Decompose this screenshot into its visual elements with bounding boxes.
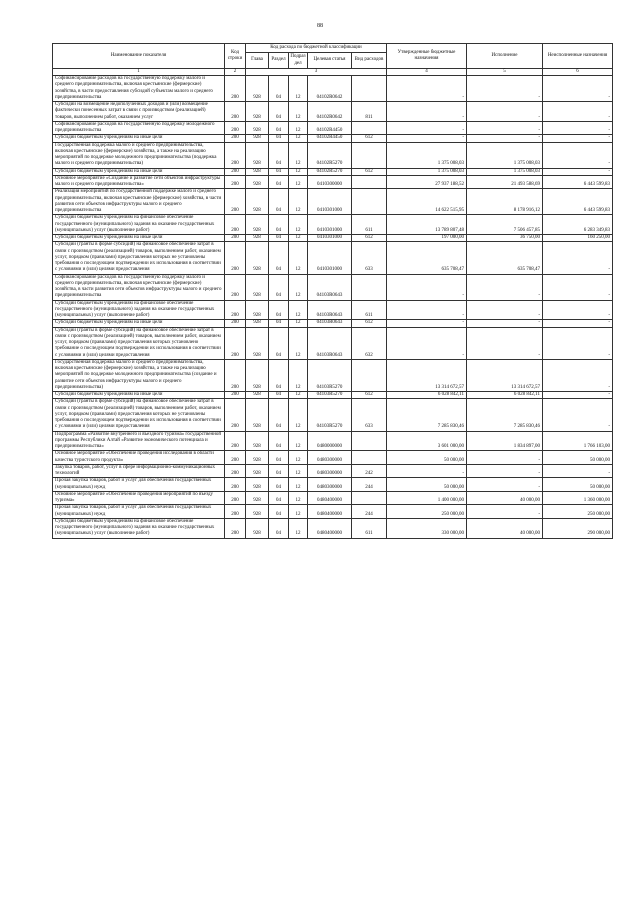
- row-name-cell: Субсидии бюджетным учреждениям на финансовое обеспечение государственного (муниципального) задания на оказание государственных (муниципальных) услуг (выполнение работ): [53, 300, 225, 320]
- row-executed-cell: 40 000,00: [467, 491, 543, 505]
- row-unexecuted-cell: -: [543, 464, 613, 478]
- header-line-code: Код строки: [225, 44, 246, 69]
- row-chapter-cell: 928: [246, 359, 269, 391]
- row-executed-cell: -: [467, 478, 543, 492]
- row-approved-cell: 13 314 672,57: [387, 359, 467, 391]
- row-line-code-cell: 200: [225, 175, 246, 189]
- row-expense-type-cell: [352, 76, 387, 102]
- row-chapter-cell: 928: [246, 142, 269, 168]
- row-executed-cell: 21 493 588,69: [467, 175, 543, 189]
- row-target-item-cell: 0480300000: [308, 478, 352, 492]
- header-budget-classification: Код расхода по бюджетной классификации: [246, 44, 387, 53]
- row-name-cell: Закупка товаров, работ, услуг в сфере информационно-коммуникационных технологий: [53, 464, 225, 478]
- row-subsection-cell: 12: [289, 300, 308, 320]
- row-subsection-cell: 12: [289, 135, 308, 142]
- row-executed-cell: -: [467, 102, 543, 122]
- row-expense-type-cell: 611: [352, 300, 387, 320]
- row-target-item-cell: 0410300000: [308, 175, 352, 189]
- table-row: [53, 189, 613, 215]
- table-row: [53, 491, 613, 505]
- table-row: [53, 451, 613, 465]
- row-expense-type-cell: 811: [352, 102, 387, 122]
- row-chapter-cell: 928: [246, 189, 269, 215]
- row-executed-cell: 1 375 008,03: [467, 142, 543, 168]
- row-target-item-cell: 0480300000: [308, 464, 352, 478]
- row-approved-cell: 13 789 807,48: [387, 215, 467, 235]
- row-section-cell: 04: [269, 189, 289, 215]
- row-line-code-cell: 200: [225, 399, 246, 431]
- row-subsection-cell: 12: [289, 175, 308, 189]
- column-number: 5: [467, 68, 543, 75]
- row-line-code-cell: 200: [225, 135, 246, 142]
- row-subsection-cell: 12: [289, 451, 308, 465]
- header-target-item: Целевая статья: [308, 53, 352, 69]
- row-name-cell: Софинансирование расходов на государственную поддержку малого и среднего предпринимательства, включая крестьянские (фермерские) хозяйства, в части развития сети объектов инфраструктуры малого и среднего предпринимательства: [53, 274, 225, 300]
- row-subsection-cell: 12: [289, 518, 308, 538]
- row-expense-type-cell: [352, 491, 387, 505]
- row-chapter-cell: 928: [246, 121, 269, 135]
- row-approved-cell: -: [387, 135, 467, 142]
- column-number: 3: [246, 68, 387, 75]
- table-row: [53, 76, 613, 102]
- table-row: [53, 121, 613, 135]
- row-section-cell: 04: [269, 121, 289, 135]
- table-row: [53, 431, 613, 451]
- header-chapter: Глава: [246, 53, 269, 69]
- row-subsection-cell: 12: [289, 392, 308, 399]
- row-executed-cell: 635 708,47: [467, 242, 543, 274]
- row-executed-cell: 8 178 916,12: [467, 189, 543, 215]
- row-chapter-cell: 928: [246, 168, 269, 175]
- table-row: [53, 102, 613, 122]
- row-executed-cell: -: [467, 320, 543, 327]
- row-executed-cell: -: [467, 274, 543, 300]
- row-name-cell: Субсидии бюджетным учреждениям на иные цели: [53, 235, 225, 242]
- row-section-cell: 04: [269, 359, 289, 391]
- row-unexecuted-cell: 290 000,00: [543, 518, 613, 538]
- table-row: [53, 392, 613, 399]
- row-subsection-cell: 12: [289, 121, 308, 135]
- row-approved-cell: -: [387, 76, 467, 102]
- column-number: 2: [225, 68, 246, 75]
- row-section-cell: 04: [269, 76, 289, 102]
- row-unexecuted-cell: -: [543, 327, 613, 359]
- row-approved-cell: -: [387, 121, 467, 135]
- row-section-cell: 04: [269, 175, 289, 189]
- row-target-item-cell: 0480300000: [308, 451, 352, 465]
- row-expense-type-cell: [352, 142, 387, 168]
- row-target-item-cell: 0480400000: [308, 518, 352, 538]
- row-name-cell: Софинансирование расходов на государственную поддержку малого и среднего предпринимательства, включая крестьянские (фермерские) хозяйства, в части предоставления субсидий субъектам малого и среднего предпринимательства: [53, 76, 225, 102]
- row-target-item-cell: 0410301000: [308, 242, 352, 274]
- row-section-cell: 04: [269, 274, 289, 300]
- row-expense-type-cell: 612: [352, 235, 387, 242]
- row-unexecuted-cell: 160 250,00: [543, 235, 613, 242]
- row-name-cell: Субсидии бюджетным учреждениям на иные цели: [53, 135, 225, 142]
- row-section-cell: 04: [269, 491, 289, 505]
- row-line-code-cell: 200: [225, 392, 246, 399]
- row-expense-type-cell: [352, 274, 387, 300]
- row-executed-cell: -: [467, 300, 543, 320]
- table-row: [53, 242, 613, 274]
- row-line-code-cell: 200: [225, 320, 246, 327]
- row-name-cell: Государственная поддержка малого и среднего предпринимательства, включая крестьянские (фермерские) хозяйства, а также на реализацию мероприятий по поддержке молодежного предпринимательства (создание и развитие сети объектов инфраструктуры малого и среднего предпринимательства): [53, 359, 225, 391]
- row-target-item-cell: 04103R5270: [308, 392, 352, 399]
- row-executed-cell: 7 285 830,46: [467, 399, 543, 431]
- header-name: Наименование показателя: [53, 44, 225, 69]
- row-approved-cell: 14 622 515,95: [387, 189, 467, 215]
- row-expense-type-cell: [352, 121, 387, 135]
- column-number: 1: [53, 68, 225, 75]
- row-section-cell: 04: [269, 431, 289, 451]
- row-approved-cell: 50 000,00: [387, 478, 467, 492]
- row-target-item-cell: 04102R4450: [308, 121, 352, 135]
- row-name-cell: Субсидии (гранты в форме субсидий) на финансовое обеспечение затрат в связи с производством (реализацией) товаров, выполнением работ, оказанием услуг, порядком (правилами) предоставления которых не установлены требования о последующем подтверждении их использования в соответствии с условиями и (или) целями предоставления: [53, 242, 225, 274]
- row-subsection-cell: 12: [289, 142, 308, 168]
- row-unexecuted-cell: -: [543, 300, 613, 320]
- header-executed: Исполнение: [467, 44, 543, 69]
- row-target-item-cell: 04103R5270: [308, 359, 352, 391]
- row-line-code-cell: 200: [225, 215, 246, 235]
- row-section-cell: 04: [269, 102, 289, 122]
- row-subsection-cell: 12: [289, 189, 308, 215]
- table-row: [53, 142, 613, 168]
- row-approved-cell: -: [387, 320, 467, 327]
- row-line-code-cell: 200: [225, 242, 246, 274]
- row-approved-cell: 330 000,00: [387, 518, 467, 538]
- table-row: [53, 175, 613, 189]
- row-name-cell: Прочая закупка товаров, работ и услуг для обеспечения государственных (муниципальных) нужд: [53, 505, 225, 519]
- row-target-item-cell: 0480400000: [308, 491, 352, 505]
- row-approved-cell: 50 000,00: [387, 451, 467, 465]
- row-chapter-cell: 928: [246, 327, 269, 359]
- budget-execution-table: [52, 43, 613, 539]
- row-section-cell: 04: [269, 320, 289, 327]
- row-line-code-cell: 200: [225, 491, 246, 505]
- row-line-code-cell: 200: [225, 431, 246, 451]
- row-subsection-cell: 12: [289, 464, 308, 478]
- row-name-cell: Софинансирование расходов на государственную поддержку молодежного предпринимательства: [53, 121, 225, 135]
- row-line-code-cell: 200: [225, 274, 246, 300]
- row-expense-type-cell: 632: [352, 327, 387, 359]
- row-name-cell: Субсидии бюджетным учреждениям на финансовое обеспечение государственного (муниципального) задания на оказание государственных (муниципальных) услуг (выполнение работ): [53, 518, 225, 538]
- row-line-code-cell: 200: [225, 121, 246, 135]
- row-subsection-cell: 12: [289, 242, 308, 274]
- row-target-item-cell: 0410301000: [308, 235, 352, 242]
- row-unexecuted-cell: 6 443 599,83: [543, 189, 613, 215]
- table-body: [53, 76, 613, 539]
- row-line-code-cell: 200: [225, 235, 246, 242]
- row-expense-type-cell: 633: [352, 242, 387, 274]
- row-subsection-cell: 12: [289, 327, 308, 359]
- table-row: [53, 168, 613, 175]
- row-section-cell: 04: [269, 478, 289, 492]
- row-unexecuted-cell: -: [543, 168, 613, 175]
- row-line-code-cell: 200: [225, 300, 246, 320]
- row-approved-cell: 7 285 830,46: [387, 399, 467, 431]
- row-approved-cell: 250 000,00: [387, 505, 467, 519]
- row-subsection-cell: 12: [289, 76, 308, 102]
- row-expense-type-cell: [352, 359, 387, 391]
- row-name-cell: Субсидии бюджетным учреждениям на иные цели: [53, 168, 225, 175]
- row-expense-type-cell: 612: [352, 320, 387, 327]
- row-chapter-cell: 928: [246, 175, 269, 189]
- row-target-item-cell: 04102R0642: [308, 102, 352, 122]
- table-row: [53, 359, 613, 391]
- row-chapter-cell: 928: [246, 451, 269, 465]
- row-subsection-cell: 12: [289, 102, 308, 122]
- row-section-cell: 04: [269, 142, 289, 168]
- row-line-code-cell: 200: [225, 505, 246, 519]
- row-expense-type-cell: 612: [352, 135, 387, 142]
- row-section-cell: 04: [269, 518, 289, 538]
- table-row: [53, 320, 613, 327]
- row-unexecuted-cell: -: [543, 142, 613, 168]
- table-row: [53, 215, 613, 235]
- row-line-code-cell: 200: [225, 189, 246, 215]
- row-subsection-cell: 12: [289, 399, 308, 431]
- header-section: Раздел: [269, 53, 289, 69]
- table-row: [53, 327, 613, 359]
- row-chapter-cell: 928: [246, 464, 269, 478]
- row-section-cell: 04: [269, 451, 289, 465]
- row-executed-cell: -: [467, 121, 543, 135]
- row-executed-cell: 7 506 457,85: [467, 215, 543, 235]
- row-subsection-cell: 12: [289, 215, 308, 235]
- row-approved-cell: -: [387, 464, 467, 478]
- row-name-cell: Субсидии бюджетным учреждениям на иные цели: [53, 320, 225, 327]
- row-unexecuted-cell: 1 766 103,00: [543, 431, 613, 451]
- row-line-code-cell: 200: [225, 451, 246, 465]
- row-section-cell: 04: [269, 235, 289, 242]
- row-chapter-cell: 928: [246, 300, 269, 320]
- row-expense-type-cell: [352, 451, 387, 465]
- row-unexecuted-cell: 6 283 349,83: [543, 215, 613, 235]
- row-line-code-cell: 200: [225, 327, 246, 359]
- row-expense-type-cell: 611: [352, 215, 387, 235]
- row-chapter-cell: 928: [246, 392, 269, 399]
- row-chapter-cell: 928: [246, 235, 269, 242]
- column-number: 6: [543, 68, 613, 75]
- row-line-code-cell: 200: [225, 142, 246, 168]
- row-approved-cell: 6 028 842,11: [387, 392, 467, 399]
- row-section-cell: 04: [269, 505, 289, 519]
- row-expense-type-cell: [352, 431, 387, 451]
- row-unexecuted-cell: 50 000,00: [543, 451, 613, 465]
- row-name-cell: Субсидии (гранты в форме субсидий) на финансовое обеспечение затрат в связи с производством (реализацией) товаров, выполнением работ, оказанием услуг, порядком (правилами) предоставления которых не установлены требования о последующем подтверждении их использования в соответствии с условиями и (или) целями предоставления: [53, 399, 225, 431]
- table-row: [53, 135, 613, 142]
- row-unexecuted-cell: -: [543, 392, 613, 399]
- row-subsection-cell: 12: [289, 274, 308, 300]
- row-approved-cell: 1 375 008,03: [387, 142, 467, 168]
- row-executed-cell: -: [467, 76, 543, 102]
- row-unexecuted-cell: -: [543, 121, 613, 135]
- header-subsection: Подраз дел: [289, 53, 308, 69]
- row-subsection-cell: 12: [289, 168, 308, 175]
- table-row: [53, 300, 613, 320]
- row-target-item-cell: 0410301000: [308, 189, 352, 215]
- row-executed-cell: -: [467, 135, 543, 142]
- row-chapter-cell: 928: [246, 399, 269, 431]
- row-unexecuted-cell: -: [543, 135, 613, 142]
- table-row: [53, 505, 613, 519]
- row-chapter-cell: 928: [246, 478, 269, 492]
- row-expense-type-cell: 611: [352, 518, 387, 538]
- row-approved-cell: -: [387, 102, 467, 122]
- row-unexecuted-cell: 6 443 599,83: [543, 175, 613, 189]
- row-target-item-cell: 04103R0643: [308, 320, 352, 327]
- row-executed-cell: 40 000,00: [467, 518, 543, 538]
- row-name-cell: Подпрограмма «Развитие внутреннего и въездного туризма» государственной программы Республики Алтай «Развитие экономического потенциала и предпринимательства»: [53, 431, 225, 451]
- row-chapter-cell: 928: [246, 491, 269, 505]
- row-target-item-cell: 04102R5270: [308, 142, 352, 168]
- column-number-row: [53, 68, 613, 75]
- row-subsection-cell: 12: [289, 478, 308, 492]
- row-subsection-cell: 12: [289, 491, 308, 505]
- table-header: [53, 44, 613, 76]
- table-row: [53, 518, 613, 538]
- row-chapter-cell: 928: [246, 135, 269, 142]
- row-expense-type-cell: 242: [352, 464, 387, 478]
- row-unexecuted-cell: -: [543, 102, 613, 122]
- row-target-item-cell: 04103R5270: [308, 399, 352, 431]
- row-chapter-cell: 928: [246, 102, 269, 122]
- row-target-item-cell: 04103R0643: [308, 300, 352, 320]
- row-executed-cell: 36 750,00: [467, 235, 543, 242]
- row-name-cell: Субсидии бюджетным учреждениям на иные цели: [53, 392, 225, 399]
- row-expense-type-cell: 612: [352, 392, 387, 399]
- row-subsection-cell: 12: [289, 235, 308, 242]
- row-name-cell: Основное мероприятие «Обеспечение проведения исследования в области качества туристского продукта»: [53, 451, 225, 465]
- row-expense-type-cell: 244: [352, 505, 387, 519]
- row-target-item-cell: 0480000000: [308, 431, 352, 451]
- table-row: [53, 235, 613, 242]
- row-approved-cell: -: [387, 300, 467, 320]
- row-name-cell: Прочая закупка товаров, работ и услуг для обеспечения государственных (муниципальных) нужд: [53, 478, 225, 492]
- row-line-code-cell: 200: [225, 359, 246, 391]
- header-expense-type: Вид расходов: [352, 53, 387, 69]
- row-executed-cell: 1 834 897,00: [467, 431, 543, 451]
- row-expense-type-cell: [352, 175, 387, 189]
- row-target-item-cell: 04103R0643: [308, 327, 352, 359]
- row-unexecuted-cell: -: [543, 320, 613, 327]
- row-target-item-cell: 0410301000: [308, 215, 352, 235]
- row-unexecuted-cell: 50 000,00: [543, 478, 613, 492]
- row-name-cell: Основное мероприятие «Создание и развитие сети объектов инфраструктуры малого и среднего предпринимательства»: [53, 175, 225, 189]
- row-target-item-cell: 04102R5270: [308, 168, 352, 175]
- header-approved: Утвержденные бюджетные назначения: [387, 44, 467, 69]
- row-approved-cell: 635 708,47: [387, 242, 467, 274]
- row-approved-cell: 3 601 000,00: [387, 431, 467, 451]
- row-section-cell: 04: [269, 300, 289, 320]
- row-chapter-cell: 928: [246, 76, 269, 102]
- row-chapter-cell: 928: [246, 505, 269, 519]
- row-line-code-cell: 200: [225, 478, 246, 492]
- row-section-cell: 04: [269, 135, 289, 142]
- row-subsection-cell: 12: [289, 359, 308, 391]
- row-executed-cell: 6 028 842,11: [467, 392, 543, 399]
- row-approved-cell: 1 400 000,00: [387, 491, 467, 505]
- row-name-cell: Субсидии на возмещение недополученных доходов и (или) возмещение фактически понесенных затрат в связи с производством (реализацией) товаров, выполнением работ, оказанием услуг: [53, 102, 225, 122]
- row-target-item-cell: 04102R0642: [308, 76, 352, 102]
- row-line-code-cell: 200: [225, 168, 246, 175]
- row-chapter-cell: 928: [246, 215, 269, 235]
- row-name-cell: Государственная поддержка малого и среднего предпринимательства, включая крестьянские (фермерские) хозяйства, а также на реализацию мероприятий по поддержке молодежного предпринимательства (поддержка малого и среднего предпринимательства): [53, 142, 225, 168]
- row-approved-cell: 1 375 008,03: [387, 168, 467, 175]
- row-chapter-cell: 928: [246, 320, 269, 327]
- row-name-cell: Субсидии бюджетным учреждениям на финансовое обеспечение государственного (муниципального) задания на оказание государственных (муниципальных) услуг (выполнение работ): [53, 215, 225, 235]
- row-section-cell: 04: [269, 215, 289, 235]
- row-subsection-cell: 12: [289, 431, 308, 451]
- column-number: 4: [387, 68, 467, 75]
- row-executed-cell: -: [467, 327, 543, 359]
- row-chapter-cell: 928: [246, 431, 269, 451]
- row-unexecuted-cell: 250 000,00: [543, 505, 613, 519]
- row-expense-type-cell: 612: [352, 168, 387, 175]
- row-executed-cell: -: [467, 451, 543, 465]
- row-line-code-cell: 200: [225, 76, 246, 102]
- table-row: [53, 274, 613, 300]
- row-executed-cell: -: [467, 464, 543, 478]
- row-section-cell: 04: [269, 327, 289, 359]
- row-section-cell: 04: [269, 392, 289, 399]
- row-executed-cell: -: [467, 505, 543, 519]
- row-line-code-cell: 200: [225, 464, 246, 478]
- row-target-item-cell: 04102R4450: [308, 135, 352, 142]
- row-section-cell: 04: [269, 399, 289, 431]
- header-unexecuted: Неисполненные назначения: [543, 44, 613, 69]
- page-number: 88: [317, 23, 323, 29]
- row-section-cell: 04: [269, 242, 289, 274]
- row-target-item-cell: 04103R0643: [308, 274, 352, 300]
- row-unexecuted-cell: 1 360 000,00: [543, 491, 613, 505]
- row-unexecuted-cell: -: [543, 359, 613, 391]
- table-row: [53, 399, 613, 431]
- row-name-cell: Реализация мероприятий по государственной поддержке малого и среднего предпринимательства, включая крестьянские (фермерские) хозяйства, в части развития сети объектов инфраструктуры малого и среднего предпринимательства: [53, 189, 225, 215]
- row-line-code-cell: 200: [225, 518, 246, 538]
- row-subsection-cell: 12: [289, 320, 308, 327]
- row-name-cell: Субсидии (гранты в форме субсидий) на финансовое обеспечение затрат в связи с производством (реализацией) товаров, выполнением работ, оказанием услуг, порядком (правилами) предоставления которых установлено требование о последующем подтверждении их использования в соответствии с условиями и (или) целями предоставления: [53, 327, 225, 359]
- row-approved-cell: -: [387, 274, 467, 300]
- row-section-cell: 04: [269, 168, 289, 175]
- row-unexecuted-cell: -: [543, 76, 613, 102]
- row-chapter-cell: 928: [246, 274, 269, 300]
- row-name-cell: Основное мероприятие «Обеспечение проведения мероприятий по въезду туризма»: [53, 491, 225, 505]
- row-executed-cell: 1 375 008,03: [467, 168, 543, 175]
- table-row: [53, 464, 613, 478]
- row-target-item-cell: 0480400000: [308, 505, 352, 519]
- row-approved-cell: 197 000,00: [387, 235, 467, 242]
- row-chapter-cell: 928: [246, 242, 269, 274]
- row-section-cell: 04: [269, 464, 289, 478]
- row-unexecuted-cell: -: [543, 274, 613, 300]
- row-expense-type-cell: 244: [352, 478, 387, 492]
- row-expense-type-cell: 633: [352, 399, 387, 431]
- row-subsection-cell: 12: [289, 505, 308, 519]
- row-executed-cell: 13 314 672,57: [467, 359, 543, 391]
- row-unexecuted-cell: -: [543, 399, 613, 431]
- row-chapter-cell: 928: [246, 518, 269, 538]
- row-line-code-cell: 200: [225, 102, 246, 122]
- row-unexecuted-cell: -: [543, 242, 613, 274]
- row-approved-cell: -: [387, 327, 467, 359]
- row-expense-type-cell: [352, 189, 387, 215]
- table-row: [53, 478, 613, 492]
- row-approved-cell: 27 937 188,52: [387, 175, 467, 189]
